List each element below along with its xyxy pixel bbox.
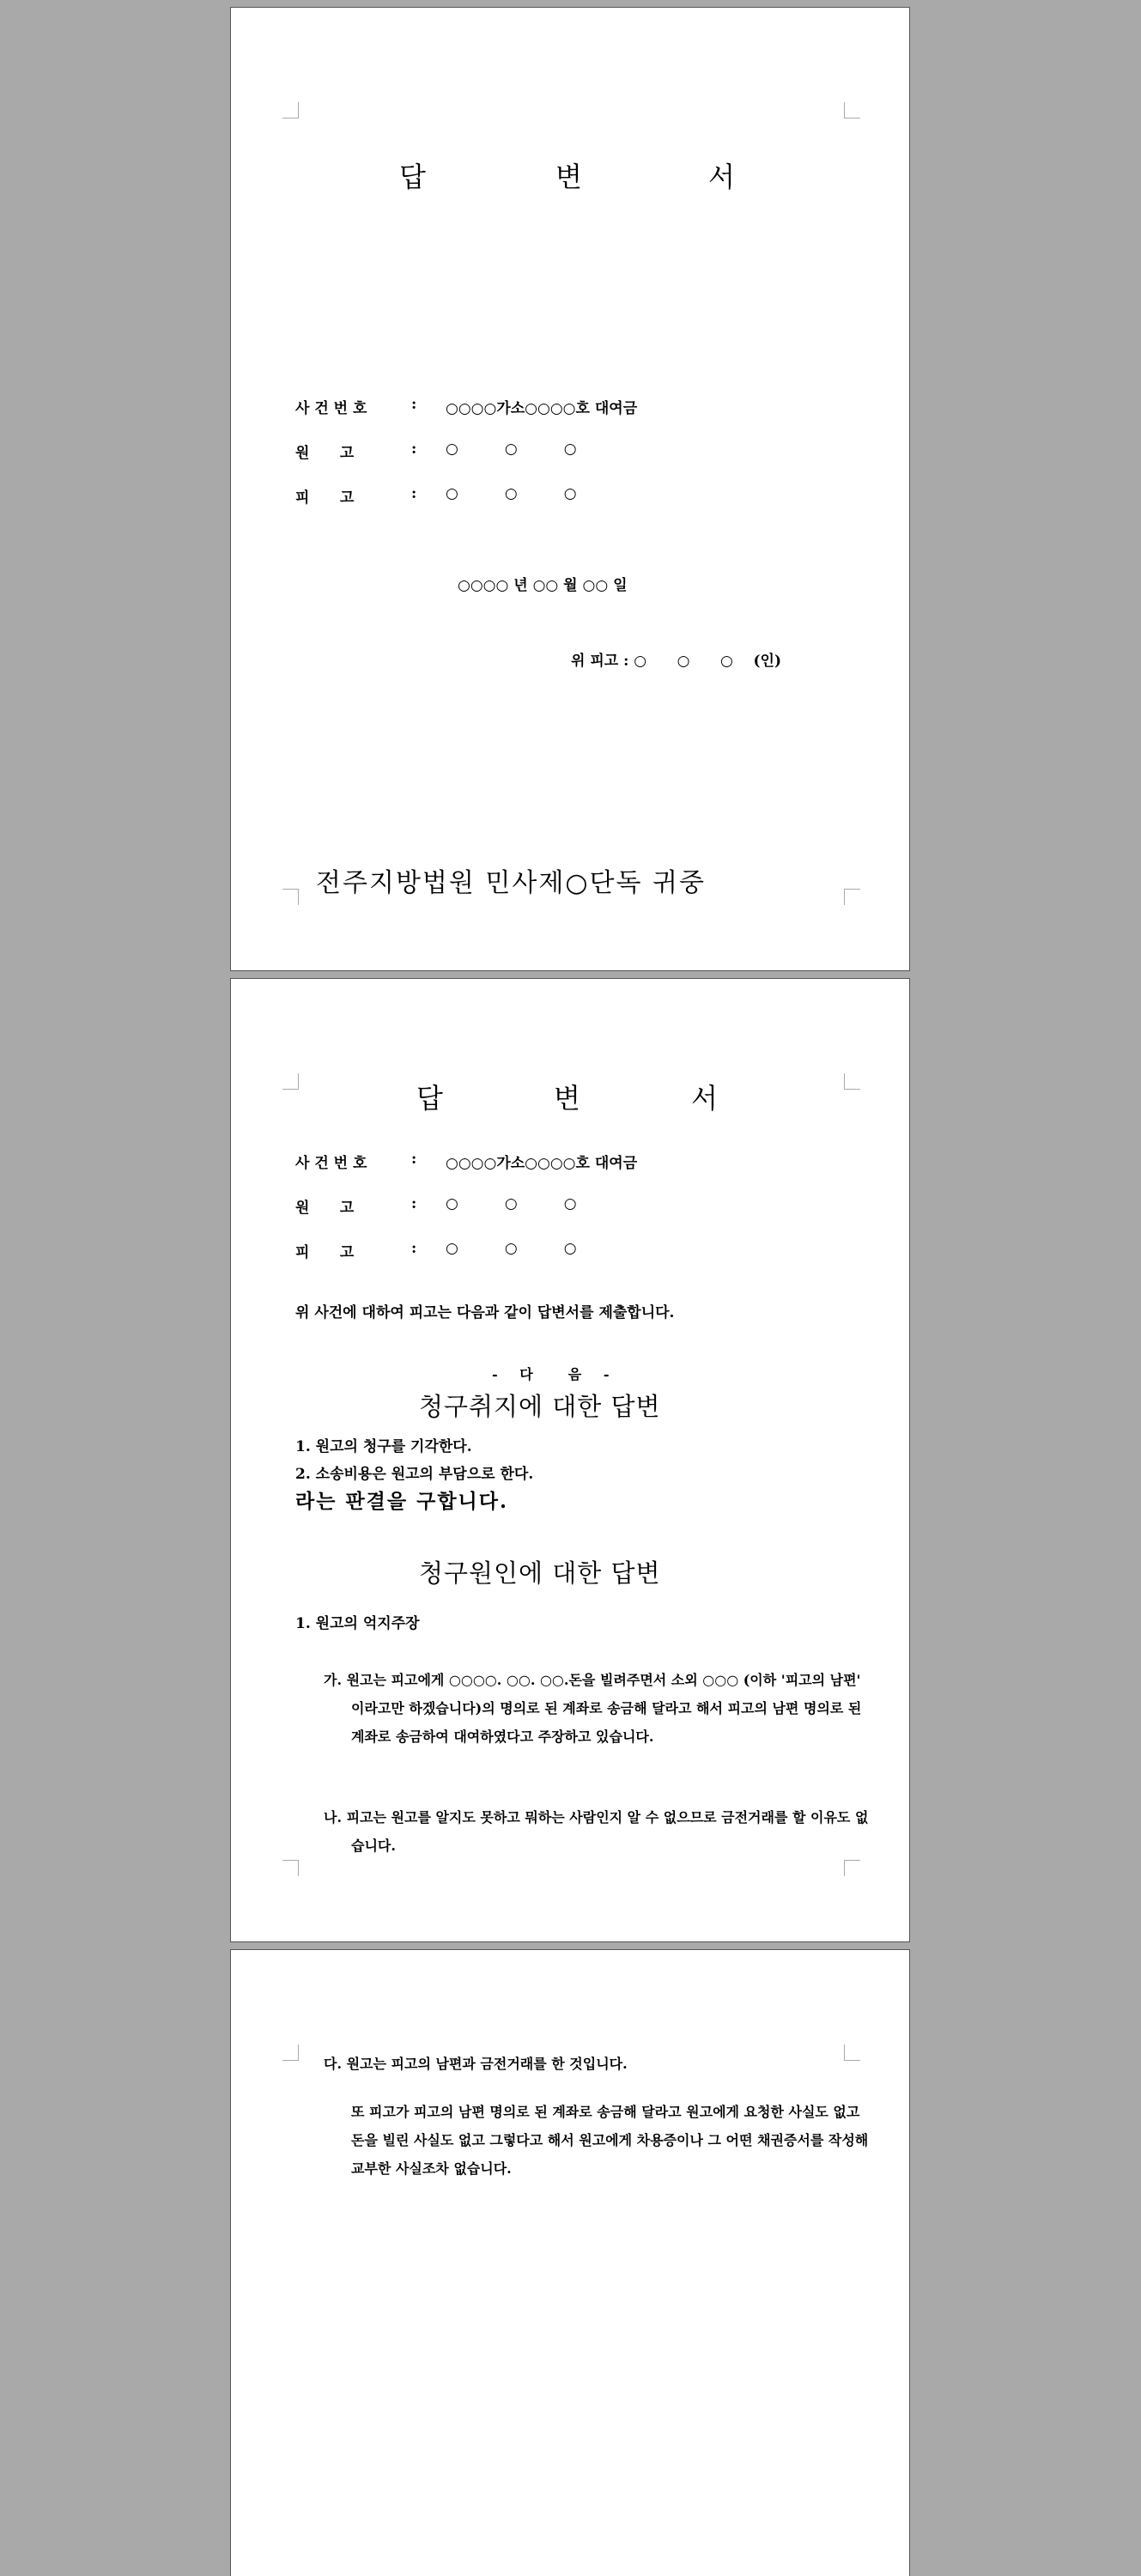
plaintiff-name: ○ ○ ○ [446, 440, 577, 458]
case-number-value: ○○○○가소○○○○호 대여금 [446, 400, 638, 417]
defendant-signature: 위 피고 : ○ ○ ○ (인) [571, 653, 782, 670]
filing-date: ○○○○ 년 ○○ 월 ○○ 일 [458, 577, 628, 594]
paragraph-ga: 가. 원고는 피고에게 ○○○○. ○○. ○○.돈을 빌려주면서 소외 ○○○ (이하 '피고의 남편' 이라고만 하겠습니다)의 명의로 된 계좌로 송금해 달라고 해서 피고의 남편 명의로 된 계좌로 송금하여 대여하였다고 주장하고 있습니다. [324, 1672, 862, 1745]
claim-item: 2. 소송비용은 원고의 부담으로 한다. [295, 1466, 534, 1483]
title-char: 답 [399, 161, 428, 193]
judgment-request: 라는 판결을 구합니다. [295, 1490, 508, 1513]
paragraph-da-detail: 또 피고가 피고의 남편 명의로 된 계좌로 송금해 달라고 원고에게 요청한 사실도 없고 돈을 빌린 사실도 없고 그렇다고 해서 원고에게 차용증이나 그 어떤 채권증서를 작성해 교부한 사실조차 없습니다. [351, 2104, 869, 2177]
crop-mark [844, 889, 860, 905]
colon: : [411, 485, 417, 502]
claim-purpose-heading: 청구취지에 대한 답변 [419, 1392, 661, 1421]
colon: : [411, 440, 417, 458]
case-number-value: ○○○○가소○○○○호 대여금 [446, 1155, 638, 1172]
document-page-2 [230, 978, 910, 1942]
title-char: 변 [554, 1082, 582, 1115]
plaintiff-name: ○ ○ ○ [446, 1195, 577, 1212]
paragraph-da: 다. 원고는 피고의 남편과 금전거래를 한 것입니다. [324, 2056, 628, 2072]
court-addressee: 전주지방법원 민사제○단독 귀중 [316, 868, 706, 898]
defendant-name: ○ ○ ○ [446, 1240, 577, 1257]
document-page-1 [230, 7, 910, 971]
plaintiff-label: 원 고 [295, 445, 355, 462]
crop-mark [844, 1073, 860, 1090]
cause-item-1: 1. 원고의 억지주장 [295, 1615, 420, 1632]
claim-cause-heading: 청구원인에 대한 답변 [419, 1558, 661, 1588]
crop-mark [282, 2044, 299, 2061]
defendant-label: 피 고 [295, 1244, 355, 1261]
crop-mark [844, 1860, 860, 1876]
crop-mark [282, 889, 299, 905]
case-number-label: 사 건 번 호 [295, 1155, 367, 1172]
document-page-3 [230, 1949, 910, 2576]
defendant-name: ○ ○ ○ [446, 485, 577, 502]
claim-item: 1. 원고의 청구를 기각한다. [295, 1438, 472, 1455]
crop-mark [844, 2044, 860, 2061]
intro-statement: 위 사건에 대하여 피고는 다음과 같이 답변서를 제출합니다. [295, 1304, 675, 1321]
crop-mark [844, 102, 860, 118]
crop-mark [282, 1860, 299, 1876]
colon: : [411, 1195, 417, 1212]
colon: : [411, 1240, 417, 1257]
colon: : [411, 1151, 417, 1168]
next-marker: - 다 음 - [492, 1366, 618, 1382]
colon: : [411, 396, 417, 413]
crop-mark [282, 1073, 299, 1090]
title-char: 변 [555, 161, 584, 193]
title-char: 서 [708, 161, 737, 193]
case-number-label: 사 건 번 호 [295, 400, 367, 417]
paragraph-na: 나. 피고는 원고를 알지도 못하고 뭐하는 사람인지 알 수 없으므로 금전거래를 할 이유도 없습니다. [324, 1809, 869, 1854]
crop-mark [282, 102, 299, 118]
title-char: 답 [416, 1082, 445, 1115]
title-char: 서 [691, 1082, 719, 1115]
defendant-label: 피 고 [295, 489, 355, 507]
plaintiff-label: 원 고 [295, 1200, 355, 1217]
